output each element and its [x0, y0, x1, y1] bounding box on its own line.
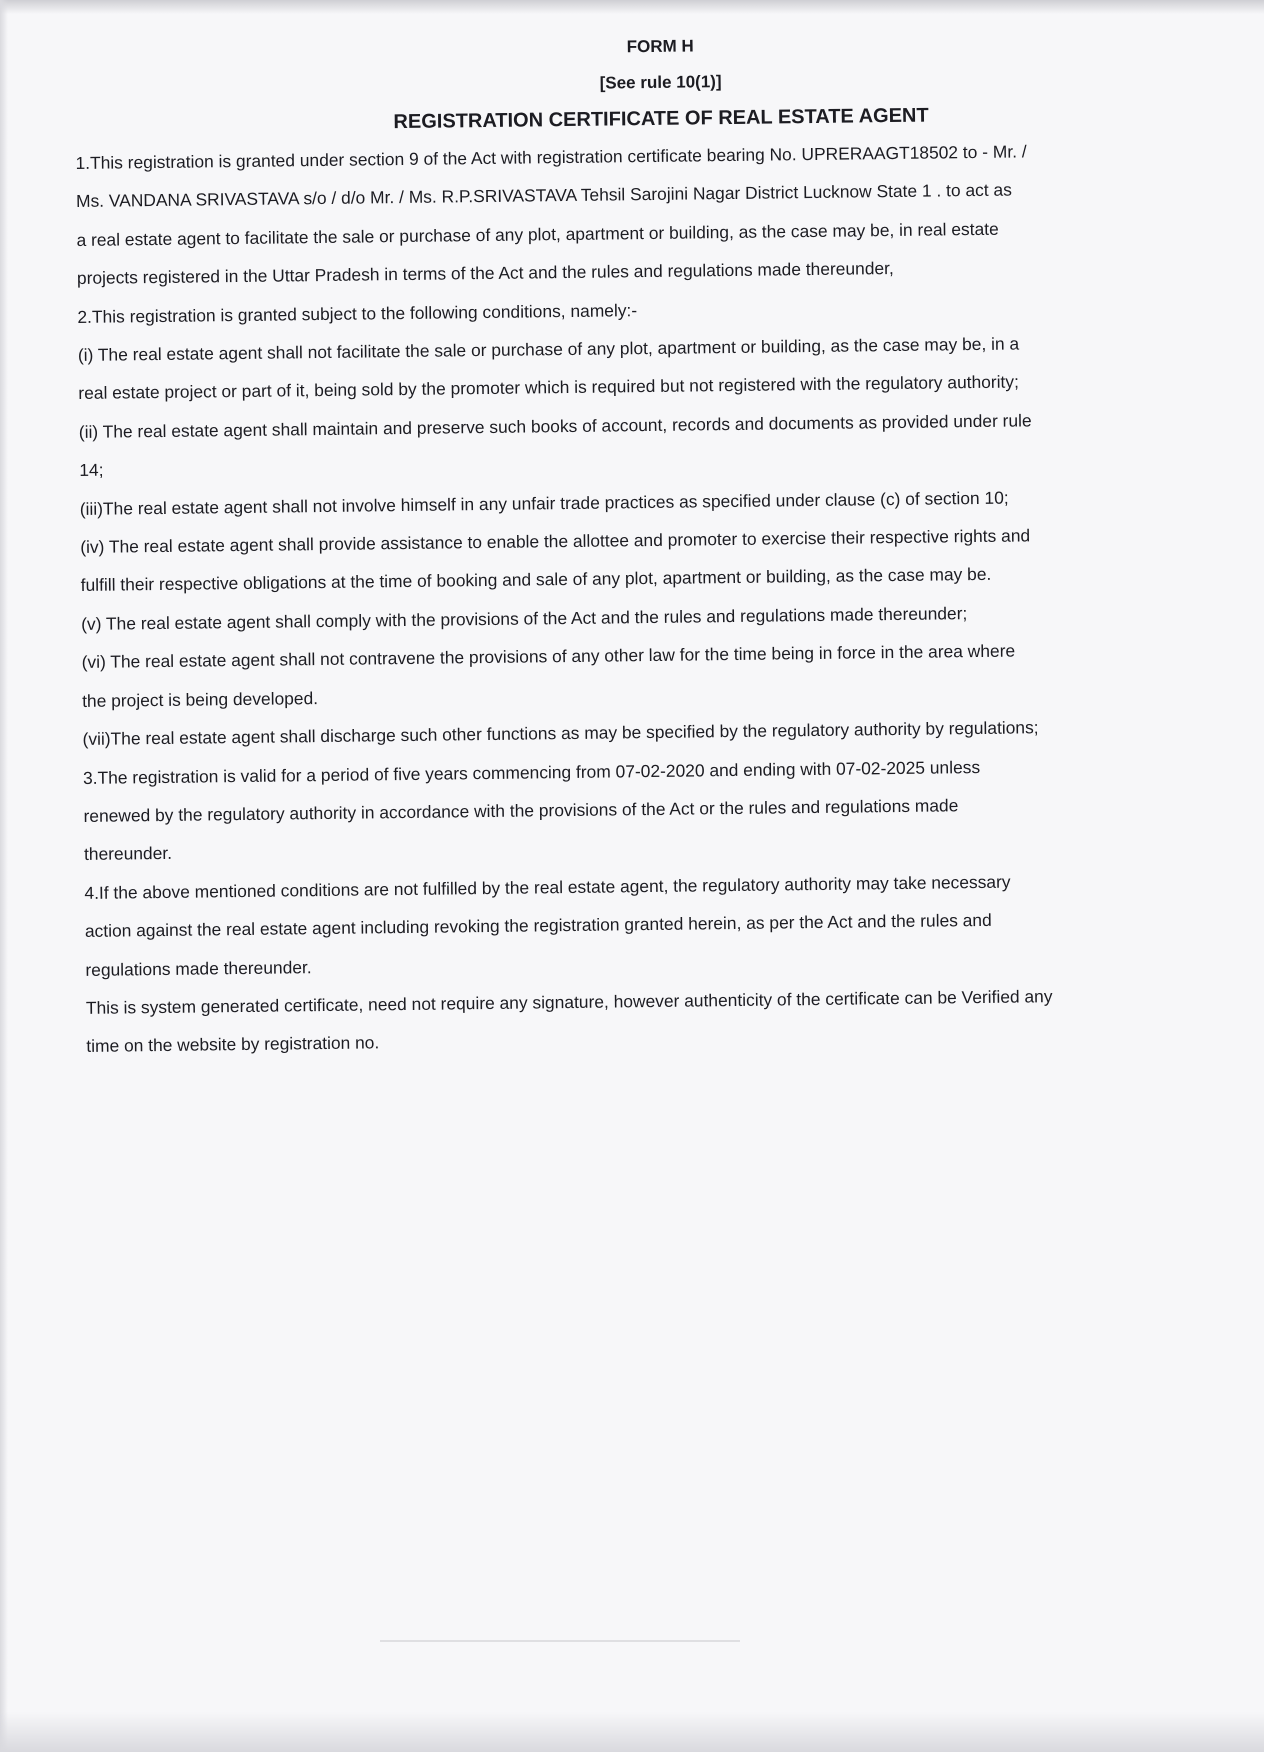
body-line: (v) The real estate agent shall comply with the provisions of the Act and the rules and regulations made thereunder;: [81, 603, 968, 634]
body-line: (vi) The real estate agent shall not contravene the provisions of any other law for the time being in force in the area where: [81, 640, 1016, 673]
body-line: 4.If the above mentioned conditions are not fulfilled by the real estate agent, the regulatory authority may take necessary: [84, 871, 1011, 903]
body-line: (i) The real estate agent shall not facilitate the sale or purchase of any plot, apartment or building, as the case may be, in a: [77, 333, 1020, 366]
form-title: FORM H: [626, 36, 694, 57]
body-line: 3.The registration is valid for a period of five years commencing from 07-02-2020 and ending with 07-02-2025 unless: [82, 756, 981, 788]
certificate-content: [74, 22, 1258, 1066]
rule-reference: [See rule 10(1)]: [599, 72, 722, 93]
body-line: renewed by the regulatory authority in accordance with the provisions of the Act or the rules and regulations made: [83, 795, 959, 826]
body-line: time on the website by registration no.: [86, 1032, 380, 1057]
certificate-body: [75, 130, 1258, 1066]
body-line: projects registered in the Uttar Pradesh in terms of the Act and the rules and regulations made thereunder,: [76, 258, 894, 289]
body-line: (iii)The real estate agent shall not involve himself in any unfair trade practices as specified under clause (c) of section 10;: [79, 487, 1009, 519]
body-line: 1.This registration is granted under section 9 of the Act with registration certificate bearing No. UPRERAAGT18502 to - Mr. /: [75, 141, 1027, 173]
scan-fold-mark: [380, 1640, 740, 1642]
scan-shadow-bottom: [0, 1712, 1264, 1752]
body-line: real estate project or part of it, being sold by the promoter which is required but not registered with the regulatory authority;: [78, 371, 1019, 404]
body-line: Ms. VANDANA SRIVASTAVA s/o / d/o Mr. / Ms. R.P.SRIVASTAVA Tehsil Sarojini Nagar District Lucknow State 1 . to act as: [75, 179, 1012, 212]
scan-edge-left: [0, 0, 8, 1752]
body-line: a real estate agent to facilitate the sale or purchase of any plot, apartment or building, as the case may be, in real estate: [76, 218, 999, 250]
body-line: 14;: [79, 459, 104, 481]
body-line: This is system generated certificate, need not require any signature, however authenticity of the certificate can be Verified any: [85, 986, 1053, 1018]
scan-shadow-top: [0, 0, 1264, 14]
body-line: 2.This registration is granted subject to the following conditions, namely:-: [77, 299, 638, 327]
certificate-heading: REGISTRATION CERTIFICATE OF REAL ESTATE AGENT: [393, 104, 929, 134]
body-line: (ii) The real estate agent shall maintain and preserve such books of account, records and documents as provided under rule: [78, 410, 1032, 442]
body-line: (vii)The real estate agent shall discharge such other functions as may be specified by the regulatory authority by regulations;: [82, 717, 1039, 750]
body-line: fulfill their respective obligations at the time of booking and sale of any plot, apartment or building, as the case may be.: [80, 564, 992, 596]
body-line: (iv) The real estate agent shall provide assistance to enable the allottee and promoter to exercise their respective rights and: [80, 525, 1031, 558]
body-line: regulations made thereunder.: [85, 956, 312, 980]
body-line: thereunder.: [83, 843, 173, 865]
body-line: action against the real estate agent including revoking the registration granted herein, as per the Act and the rules and: [84, 909, 992, 942]
body-line: the project is being developed.: [81, 687, 319, 711]
